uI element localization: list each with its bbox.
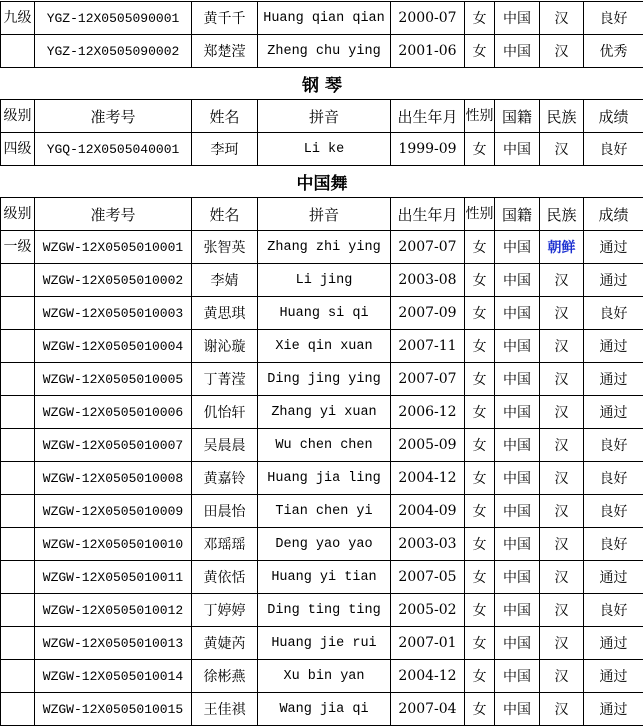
cell-ethnicity: 汉 [540, 2, 584, 35]
cell-sex: 女 [465, 693, 495, 726]
cell-grade: 良好 [584, 462, 643, 495]
cell-grade: 通过 [584, 330, 643, 363]
cell-sex: 女 [465, 561, 495, 594]
cell-name: 黄嘉铃 [192, 462, 258, 495]
cell-nationality: 中国 [495, 627, 540, 660]
cell-level [1, 594, 35, 627]
cell-sex: 女 [465, 264, 495, 297]
cell-level [1, 330, 35, 363]
header-nationality: 国籍 [495, 100, 540, 133]
cell-ethnicity: 汉 [540, 429, 584, 462]
cell-name: 丁菁滢 [192, 363, 258, 396]
cell-nationality: 中国 [495, 35, 540, 68]
cell-pinyin: Zhang yi xuan [258, 396, 391, 429]
cell-level: 九级 [1, 2, 35, 35]
cell-name: 黄思琪 [192, 297, 258, 330]
cell-id: WZGW-12X0505010014 [35, 660, 192, 693]
cell-name: 郑楚滢 [192, 35, 258, 68]
cell-grade: 优秀 [584, 35, 643, 68]
cell-ethnicity: 汉 [540, 35, 584, 68]
cell-name: 张智英 [192, 231, 258, 264]
cell-pinyin: Huang jia ling [258, 462, 391, 495]
cell-level [1, 561, 35, 594]
cell-pinyin: Ding jing ying [258, 363, 391, 396]
cell-grade: 良好 [584, 594, 643, 627]
cell-id: WZGW-12X0505010011 [35, 561, 192, 594]
header-sex: 性别 [465, 198, 495, 231]
cell-name: 田晨怡 [192, 495, 258, 528]
cell-level [1, 462, 35, 495]
cell-id: WZGW-12X0505010002 [35, 264, 192, 297]
cell-level [1, 396, 35, 429]
cell-sex: 女 [465, 330, 495, 363]
cell-grade: 良好 [584, 429, 643, 462]
cell-dob: 2004-12 [391, 462, 465, 495]
cell-name: 吴晨晨 [192, 429, 258, 462]
cell-grade: 通过 [584, 660, 643, 693]
cell-pinyin: Ding ting ting [258, 594, 391, 627]
cell-pinyin: Li ke [258, 133, 391, 166]
header-level: 级别 [1, 100, 35, 133]
cell-nationality: 中国 [495, 462, 540, 495]
cell-ethnicity: 汉 [540, 330, 584, 363]
cell-grade: 通过 [584, 264, 643, 297]
cell-dob: 2001-06 [391, 35, 465, 68]
table-row [1, 363, 643, 396]
cell-id: WZGW-12X0505010001 [35, 231, 192, 264]
cell-grade: 通过 [584, 693, 643, 726]
cell-sex: 女 [465, 231, 495, 264]
cell-sex: 女 [465, 594, 495, 627]
cell-name: 谢沁璇 [192, 330, 258, 363]
table-row [1, 396, 643, 429]
cell-nationality: 中国 [495, 264, 540, 297]
cell-nationality: 中国 [495, 594, 540, 627]
cell-ethnicity: 汉 [540, 495, 584, 528]
cell-ethnicity: 汉 [540, 528, 584, 561]
cell-level: 一级 [1, 231, 35, 264]
cell-dob: 2004-09 [391, 495, 465, 528]
cell-sex: 女 [465, 627, 495, 660]
cell-dob: 2000-07 [391, 2, 465, 35]
cell-nationality: 中国 [495, 693, 540, 726]
cell-nationality: 中国 [495, 231, 540, 264]
cell-name: 邓瑶瑶 [192, 528, 258, 561]
cell-dob: 2007-07 [391, 363, 465, 396]
cell-ethnicity: 汉 [540, 363, 584, 396]
cell-dob: 2006-12 [391, 396, 465, 429]
header-row [1, 100, 643, 133]
cell-id: WZGW-12X0505010009 [35, 495, 192, 528]
cell-id: WZGW-12X0505010015 [35, 693, 192, 726]
cell-sex: 女 [465, 660, 495, 693]
header-sex: 性别 [465, 100, 495, 133]
table-row [1, 330, 643, 363]
cell-dob: 2004-12 [391, 660, 465, 693]
cell-sex: 女 [465, 495, 495, 528]
cell-level [1, 528, 35, 561]
cell-sex: 女 [465, 396, 495, 429]
table-row [1, 297, 643, 330]
header-grade: 成绩 [584, 100, 643, 133]
cell-name: 黄依恬 [192, 561, 258, 594]
cell-grade: 良好 [584, 528, 643, 561]
header-id: 准考号 [35, 198, 192, 231]
cell-id: YGZ-12X0505090002 [35, 35, 192, 68]
cell-grade: 通过 [584, 561, 643, 594]
cell-grade: 良好 [584, 2, 643, 35]
cell-level [1, 627, 35, 660]
table-row [1, 528, 643, 561]
cell-dob: 2007-05 [391, 561, 465, 594]
cell-name: 徐彬燕 [192, 660, 258, 693]
cell-nationality: 中国 [495, 363, 540, 396]
exam-results-sheet [0, 1, 643, 726]
header-ethnicity: 民族 [540, 100, 584, 133]
cell-sex: 女 [465, 429, 495, 462]
cell-pinyin: Li jing [258, 264, 391, 297]
cell-grade: 良好 [584, 495, 643, 528]
cell-nationality: 中国 [495, 297, 540, 330]
cell-name: 仉怡轩 [192, 396, 258, 429]
cell-ethnicity: 汉 [540, 133, 584, 166]
header-name: 姓名 [192, 100, 258, 133]
cell-dob: 2007-11 [391, 330, 465, 363]
cell-ethnicity: 汉 [540, 264, 584, 297]
cell-nationality: 中国 [495, 660, 540, 693]
table-row [1, 627, 643, 660]
cell-nationality: 中国 [495, 528, 540, 561]
header-dob: 出生年月 [391, 100, 465, 133]
cell-pinyin: Tian chen yi [258, 495, 391, 528]
cell-dob: 2003-03 [391, 528, 465, 561]
header-ethnicity: 民族 [540, 198, 584, 231]
cell-level [1, 264, 35, 297]
cell-dob: 2007-07 [391, 231, 465, 264]
cell-id: WZGW-12X0505010005 [35, 363, 192, 396]
cell-pinyin: Zhang zhi ying [258, 231, 391, 264]
cell-grade: 良好 [584, 297, 643, 330]
cell-level: 四级 [1, 133, 35, 166]
cell-id: WZGW-12X0505010008 [35, 462, 192, 495]
header-row [1, 198, 643, 231]
cell-dob: 2007-09 [391, 297, 465, 330]
cell-name: 李婧 [192, 264, 258, 297]
cell-nationality: 中国 [495, 561, 540, 594]
cell-id: WZGW-12X0505010004 [35, 330, 192, 363]
cell-name: 李珂 [192, 133, 258, 166]
cell-sex: 女 [465, 363, 495, 396]
table-row [1, 2, 643, 35]
header-id: 准考号 [35, 100, 192, 133]
cell-name: 黄千千 [192, 2, 258, 35]
header-pinyin: 拼音 [258, 198, 391, 231]
table-row [1, 495, 643, 528]
cell-pinyin: Zheng chu ying [258, 35, 391, 68]
cell-id: WZGW-12X0505010003 [35, 297, 192, 330]
cell-sex: 女 [465, 35, 495, 68]
cell-dob: 2007-04 [391, 693, 465, 726]
section-title: 钢 琴 [1, 68, 643, 100]
cell-sex: 女 [465, 528, 495, 561]
header-grade: 成绩 [584, 198, 643, 231]
header-pinyin: 拼音 [258, 100, 391, 133]
cell-pinyin: Huang si qi [258, 297, 391, 330]
cell-id: YGZ-12X0505090001 [35, 2, 192, 35]
cell-level [1, 660, 35, 693]
cell-level [1, 297, 35, 330]
cell-grade: 良好 [584, 133, 643, 166]
cell-grade: 通过 [584, 363, 643, 396]
cell-nationality: 中国 [495, 495, 540, 528]
header-name: 姓名 [192, 198, 258, 231]
section-chinese-dance [1, 166, 643, 198]
table-row [1, 231, 643, 264]
cell-pinyin: Wu chen chen [258, 429, 391, 462]
cell-name: 黄婕芮 [192, 627, 258, 660]
cell-dob: 2005-09 [391, 429, 465, 462]
cell-nationality: 中国 [495, 133, 540, 166]
cell-name: 丁婷婷 [192, 594, 258, 627]
cell-pinyin: Xie qin xuan [258, 330, 391, 363]
cell-sex: 女 [465, 297, 495, 330]
header-dob: 出生年月 [391, 198, 465, 231]
cell-id: WZGW-12X0505010007 [35, 429, 192, 462]
cell-dob: 2003-08 [391, 264, 465, 297]
cell-ethnicity: 朝鲜 [540, 231, 584, 264]
results-table [0, 1, 643, 726]
cell-ethnicity: 汉 [540, 594, 584, 627]
section-title: 中国舞 [1, 166, 643, 198]
cell-level [1, 363, 35, 396]
header-level: 级别 [1, 198, 35, 231]
table-row [1, 429, 643, 462]
cell-pinyin: Huang jie rui [258, 627, 391, 660]
cell-ethnicity: 汉 [540, 693, 584, 726]
cell-pinyin: Deng yao yao [258, 528, 391, 561]
table-row [1, 561, 643, 594]
cell-ethnicity: 汉 [540, 660, 584, 693]
cell-sex: 女 [465, 462, 495, 495]
table-row [1, 660, 643, 693]
cell-sex: 女 [465, 133, 495, 166]
table-row [1, 133, 643, 166]
cell-pinyin: Wang jia qi [258, 693, 391, 726]
cell-ethnicity: 汉 [540, 396, 584, 429]
cell-dob: 1999-09 [391, 133, 465, 166]
table-row [1, 594, 643, 627]
cell-dob: 2005-02 [391, 594, 465, 627]
cell-nationality: 中国 [495, 330, 540, 363]
cell-nationality: 中国 [495, 2, 540, 35]
header-nationality: 国籍 [495, 198, 540, 231]
cell-nationality: 中国 [495, 396, 540, 429]
table-row [1, 35, 643, 68]
cell-grade: 通过 [584, 396, 643, 429]
cell-ethnicity: 汉 [540, 462, 584, 495]
cell-ethnicity: 汉 [540, 627, 584, 660]
cell-name: 王佳祺 [192, 693, 258, 726]
table-row [1, 264, 643, 297]
cell-grade: 通过 [584, 627, 643, 660]
cell-grade: 通过 [584, 231, 643, 264]
cell-pinyin: Xu bin yan [258, 660, 391, 693]
cell-sex: 女 [465, 2, 495, 35]
cell-level [1, 495, 35, 528]
cell-level [1, 429, 35, 462]
cell-id: WZGW-12X0505010010 [35, 528, 192, 561]
cell-ethnicity: 汉 [540, 297, 584, 330]
cell-pinyin: Huang yi tian [258, 561, 391, 594]
cell-level [1, 35, 35, 68]
cell-id: WZGW-12X0505010006 [35, 396, 192, 429]
cell-nationality: 中国 [495, 429, 540, 462]
section-piano [1, 68, 643, 100]
cell-id: WZGW-12X0505010013 [35, 627, 192, 660]
cell-id: YGQ-12X0505040001 [35, 133, 192, 166]
cell-dob: 2007-01 [391, 627, 465, 660]
cell-id: WZGW-12X0505010012 [35, 594, 192, 627]
cell-pinyin: Huang qian qian [258, 2, 391, 35]
table-row [1, 462, 643, 495]
cell-ethnicity: 汉 [540, 561, 584, 594]
